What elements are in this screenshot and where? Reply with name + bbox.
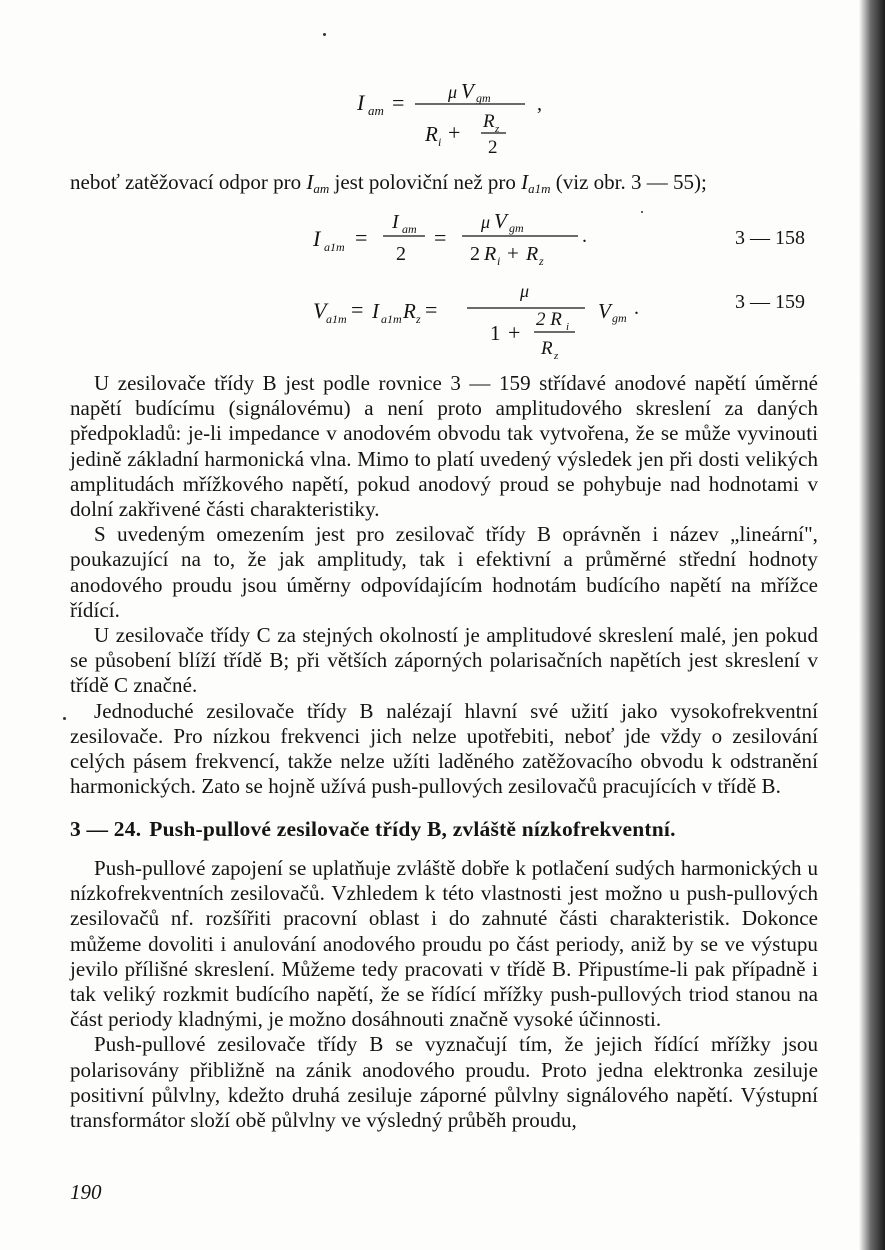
page-binding-shadow (859, 0, 885, 1250)
eq158-number: 3 — 158 (735, 227, 805, 249)
section-number: 3 — 24. (70, 817, 142, 841)
eq158-lhs-sub: a1m (324, 240, 345, 254)
eq158-lhs: I (313, 226, 321, 251)
page-number: 190 (70, 1180, 102, 1204)
equation-3-159 (313, 281, 805, 362)
inline-sym-1: I (306, 170, 314, 194)
eq159-lhs: V (313, 298, 327, 323)
section-heading (70, 817, 830, 842)
eq159-equals-1: = (351, 297, 364, 322)
eq159-den-frac-num: 2 R (536, 309, 562, 330)
equation-3-158 (312, 209, 805, 268)
eq1-den-frac-num: R (483, 111, 495, 132)
section-paragraphs (70, 856, 818, 1133)
eq158-f2-den-r1-sub: i (497, 254, 501, 268)
eq158-f1-num-sub: am (402, 222, 417, 236)
eq159-den-plus: + (508, 320, 521, 345)
eq158-f2-den-2: 2 (470, 243, 480, 265)
eq1-num-v: V (461, 79, 474, 103)
section-title: Push-pullové zesilovače třídy B, zvláště nízkofrekventní. (149, 817, 676, 841)
paragraph-simple-amplifiers: Jednoduché zesilovače třídy B nalézají hlavní své užití jako vysokofrekventní zesilovače. Pro nízkou frekvenci jich nelze upotřebiti, neboť jde vždy o zesilování celých pásem frekvencí, takže nelze užíti laděného zatěžovacího obvodu k odstranění harmonických. Zato se hojně užívá push-pullových zesilovačů pracujících v třídě B. (70, 698, 818, 799)
eq159-den-frac-den-sub: z (554, 350, 559, 362)
eq158-f2-den-r2-sub: z (539, 254, 544, 268)
eq159-mid-i: I (372, 299, 379, 323)
eq1-den-frac-den: 2 (488, 137, 498, 158)
eq1-equals: = (392, 90, 405, 115)
eq158-f2-num-v-sub: gm (509, 221, 524, 235)
eq158-equals-2: = (434, 225, 447, 250)
eq159-number: 3 — 159 (735, 291, 805, 313)
eq158-f1-num: I (392, 211, 399, 233)
eq159-den-frac-den: R (541, 338, 553, 359)
eq159-trailing-period: . (634, 297, 639, 319)
paragraph-class-b: U zesilovače třídy B jest podle rovnice 3 — 159 střídavé anodové napětí úměrné napětí budícímu (signálovému) a není proto amplitudového skreslení za daných předpokladů: je-li impedance v anodovém obvodu tak vytvořena, že se může vyvinouti jedině základní harmonická vlna. Mimo to platí uvedený výsledek jen při dosti velikých amplitudách mřížkového napětí, pokud anodový proud se pohybuje nad hodnotami v dolní zakřivené části charakteristiky. (70, 371, 818, 522)
inline-before: neboť zatěžovací odpor pro (70, 170, 307, 194)
eq159-tail-v-sub: gm (612, 311, 627, 325)
scan-speck (641, 211, 643, 213)
eq159-lhs-sub: a1m (326, 312, 347, 326)
eq1-lhs-sub: am (368, 103, 384, 118)
scan-speck (63, 717, 66, 720)
eq158-f1-den: 2 (396, 243, 406, 265)
inline-middle: jest poloviční než pro (329, 170, 522, 194)
body-paragraphs (70, 371, 818, 799)
eq159-mid-r: R (403, 299, 416, 323)
eq158-f2-num-mu: μ (481, 212, 491, 232)
eq158-f2-den-r1: R (484, 243, 497, 265)
inline-sentence (70, 170, 830, 197)
eq158-f2-den-r2: R (526, 243, 539, 265)
inline-sub-1: am (313, 181, 330, 196)
eq158-f2-den-plus: + (507, 241, 519, 265)
eq1-den-frac-num-sub: z (495, 123, 500, 135)
paragraph-linear: S uvedeným omezením jest pro zesilovač třídy B oprávněn i název „lineární", poukazující na to, že jak amplitudy, tak i efektivní a průměrné střední hodnoty anodového proudu jsou úměrny odpovídajícím hodnotám budícího napětí na mřížce řídící. (70, 522, 818, 622)
paragraph-push-pull-intro: Push-pullové zapojení se uplatňuje zvláště dobře k potlačení sudých harmonických u nízkofrekventních zesilovačů. Vzhledem k této vlastnosti jest možno u push-pullových zesilovačů nf. rozšířiti pracovní oblast i do zahnuté části charakteristik. Dokonce můžeme dovoliti i anulování anodového proudu po část periody, aniž by se ve výstupu jevilo přílišné skreslení. Můžeme tedy pracovati v třídě B. Připustíme-li pak případně i tak veliký rozkmit budícího napětí, že se řídící mřížky push-pullových triod stanou na část periody kladnými, je možno dosáhnouti značně vysoké účinnosti. (70, 856, 818, 1032)
eq159-mid-r-sub: z (416, 312, 421, 326)
eq1-den-r-sub: i (438, 135, 442, 149)
eq1-num-mu: μ (448, 82, 458, 102)
eq158-f2-num-v: V (494, 209, 507, 233)
eq1-den-plus: + (448, 120, 461, 145)
eq158-equals-1: = (355, 225, 368, 250)
eq158-trailing-period: . (582, 225, 587, 247)
eq1-lhs: I (357, 90, 365, 115)
eq159-den-1: 1 (490, 321, 501, 345)
inline-sym-2: I (521, 170, 529, 194)
eq1-den-r: R (425, 122, 438, 146)
eq159-tail-v: V (598, 299, 611, 323)
eq159-equals-2: = (425, 297, 438, 322)
scan-speck (323, 33, 326, 36)
eq1-num-v-sub: gm (476, 91, 491, 105)
equation-1 (356, 79, 542, 158)
inline-after: (viz obr. 3 — 55); (550, 170, 707, 194)
eq159-den-frac-num-sub: i (566, 321, 570, 333)
paragraph-class-c: U zesilovače třídy C za stejných okolností je amplitudové skreslení malé, jen pokud se působení blíží třídě B; při větších záporných polarisačních napětích jest skreslení v třídě C značné. (70, 623, 818, 698)
inline-sub-2: a1m (528, 181, 551, 196)
paragraph-push-pull-class-b: Push-pullové zesilovače třídy B se vyznačují tím, že jejich řídící mřížky jsou polarisovány přibližně na zánik anodového proudu. Proto jedna elektronka zesiluje positivní půlvlny, kdežto druhá zesiluje záporné půlvlny signálového napětí. Výstupní transformátor složí obě půlvlny ve výsledný průběh proudu, (70, 1032, 818, 1133)
eq159-mid-i-sub: a1m (381, 312, 402, 326)
eq159-num-mu: μ (520, 281, 530, 301)
eq1-trailing-comma: , (537, 93, 542, 115)
